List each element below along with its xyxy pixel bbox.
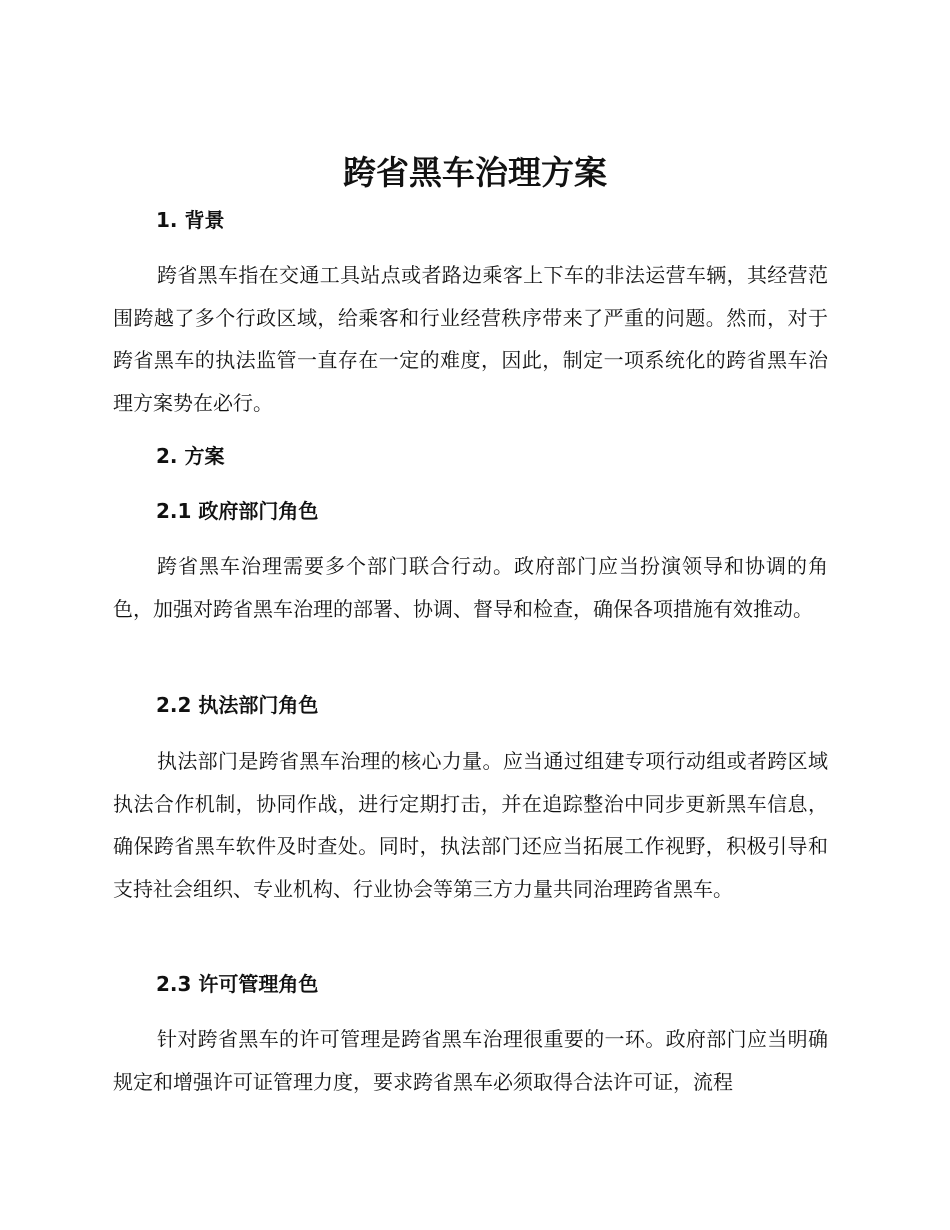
- government-role-paragraph: 跨省黑车治理需要多个部门联合行动。政府部门应当扮演领导和协调的角色，加强对跨省黑车治理的部署、协调、督导和检查，确保各项措施有效推动。: [113, 554, 828, 621]
- subsection-heading-law-enforcement: 2.2 执法部门角色: [156, 693, 319, 717]
- document-title: 跨省黑车治理方案: [343, 153, 607, 192]
- section-heading-plan: 2. 方案: [156, 444, 225, 468]
- law-enforcement-role-paragraph: 执法部门是跨省黑车治理的核心力量。应当通过组建专项行动组或者跨区域执法合作机制，协同作战，进行定期打击，并在追踪整治中同步更新黑车信息，确保跨省黑车软件及时查处。同时，执法部门还应当拓展工作视野，积极引导和支持社会组织、专业机构、行业协会等第三方力量共同治理跨省黑车。: [113, 749, 828, 901]
- section-heading-background: 1. 背景: [156, 208, 225, 232]
- background-paragraph: 跨省黑车指在交通工具站点或者路边乘客上下车的非法运营车辆，其经营范围跨越了多个行政区域，给乘客和行业经营秩序带来了严重的问题。然而，对于跨省黑车的执法监管一直存在一定的难度，因此，制定一项系统化的跨省黑车治理方案势在必行。: [113, 263, 828, 415]
- subsection-heading-government: 2.1 政府部门角色: [156, 499, 319, 523]
- subsection-heading-licensing: 2.3 许可管理角色: [156, 972, 319, 996]
- licensing-role-paragraph: 针对跨省黑车的许可管理是跨省黑车治理很重要的一环。政府部门应当明确规定和增强许可证管理力度，要求跨省黑车必须取得合法许可证，流程: [113, 1027, 828, 1094]
